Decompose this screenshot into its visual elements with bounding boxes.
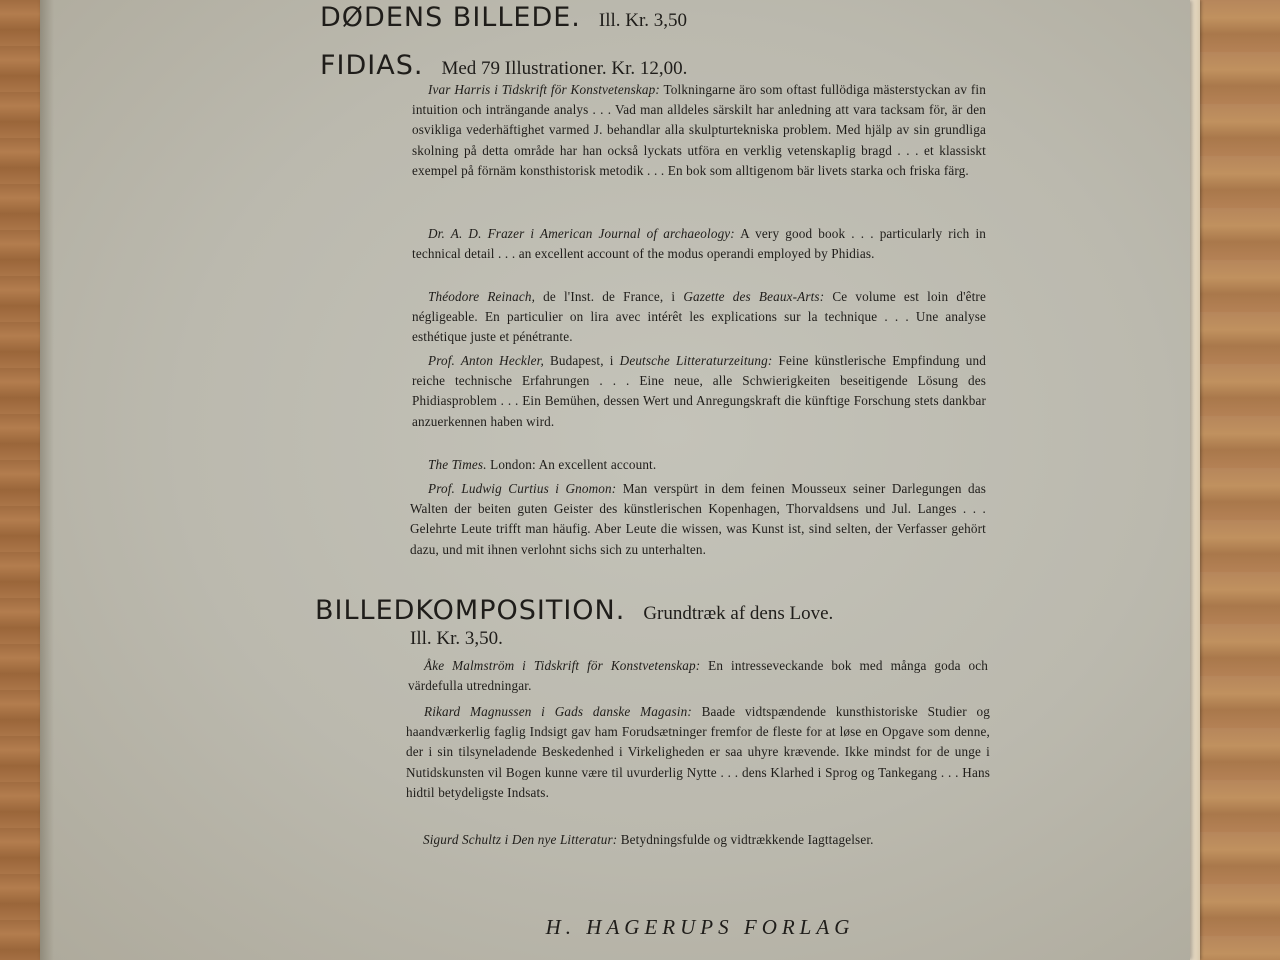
review-text: En intresseveckande bok med många goda och värdefulla utredningar. (408, 658, 988, 694)
review (412, 224, 986, 264)
book-heading-billedkomposition (315, 595, 833, 626)
book-price: Ill. Kr. 3,50. (410, 628, 503, 649)
review-text: A very good book . . . particularly rich in technical detail . . . an excellent account of the modus operandi employed by Phidias. (412, 226, 986, 262)
review (408, 656, 988, 696)
review-text: Tolkningarne äro som oftast fullödiga mästerstyckan av fin intuition och inträngande analys . . . Vad man alldeles särskilt har anledning att vara tacksam för, är den osvikliga vederhäftighet varmed J. behandlar alla skulpturtekniska problem. Med hjälp av sin grundliga skolning på detta område har han också lyckats utföra en verklig vetenskaplig bragd . . . et klassiskt exempel på förnäm konsthistorisk metodik . . . En bok som alltigenom bär livets starka och friska färg. (412, 82, 986, 178)
book-heading-fidias (320, 50, 687, 81)
review-source-journal: Gazette des Beaux-Arts: (683, 289, 825, 304)
review (412, 287, 986, 348)
review-text: Feine künstlerische Empfindung und reiche technische Erfahrungen . . . Eine neue, alle Schwierigkeiten beseitigende Lösung des Phidiasproblem . . . Ein Bemühen, dessen Wert und Anregungskraft die künftige Forschung stets dankbar anzuerkennen haben wird. (412, 353, 986, 429)
review (410, 479, 986, 560)
review-source: Rikard Magnussen i Gads danske Magasin: (424, 704, 692, 719)
review-source: The Times. (428, 457, 487, 472)
review-source-journal: Deutsche Litteraturzeitung: (619, 353, 773, 368)
review-source: Åke Malmström i Tidskrift för Konstvetenskap: (424, 658, 701, 673)
review (412, 80, 986, 181)
book-heading-dodens-billede (320, 2, 687, 33)
review-text: Betydningsfulde og vidtrækkende Iagttagelser. (620, 832, 874, 847)
book-price: Ill. Kr. 3,50 (598, 10, 688, 31)
review-text: Baade vidtspændende kunsthistoriske Studier og haandværkerlig faglig Indsigt gav ham Forudsætninger fremfor de fleste for at løse en Opgave som denne, der i sin tilsyneladende Beskedenhed i Virkeligheden er saa uhyre krævende. Ikke mindst for de unge i Nutidskunsten vil Bogen kunne være til uvurderlig Nytte . . . dens Klarhed i Sprog og Tankegang . . . Hans hidtil betydeligste Indsats. (406, 704, 991, 800)
review-text: London: An excellent account. (490, 457, 657, 472)
review-source: Ivar Harris i Tidskrift för Konstvetenskap: (428, 82, 660, 97)
book-subtitle: Grundtræk af dens Love. (643, 603, 834, 624)
review-source: Prof. Anton Heckler, (428, 353, 544, 368)
review-source: Théodore Reinach, (428, 289, 536, 304)
book-title: DØDENS BILLEDE. (320, 2, 581, 33)
review (406, 702, 990, 803)
review-source: Sigurd Schultz i Den nye Litteratur: (423, 832, 618, 847)
review-middle: Budapest, i (549, 353, 614, 368)
publisher-imprint: H. HAGERUPS FORLAG (545, 915, 855, 939)
review (412, 351, 986, 432)
review (405, 830, 992, 850)
review-source: Dr. A. D. Frazer i American Journal of archaeology: (428, 226, 735, 241)
book-title: BILLEDKOMPOSITION. (315, 595, 626, 626)
review-text: Man verspürt in dem feinen Mousseux seiner Darlegungen das Walten der beiten guten Geister des künstlerischen Kopenhagen, Thorvaldsens und Jul. Langes . . . Gelehrte Leute trifft man häufig. Aber Leute die wissen, was Kunst ist, sind selten, der Verfasser gehört dazu, und mit ihnen verlohnt sichs sich zu unterhalten. (410, 481, 986, 557)
book-title: FIDIAS. (320, 50, 424, 81)
review (412, 455, 986, 475)
review-text: Ce volume est loin d'être négligeable. En particulier on lira avec intérêt les explications sur la technique . . . Une analyse esthétique juste et pénétrante. (412, 289, 986, 345)
book-price: Med 79 Illustrationer. Kr. 12,00. (441, 58, 688, 79)
review-middle: de l'Inst. de France, i (543, 289, 676, 304)
review-source: Prof. Ludwig Curtius i Gnomon: (428, 481, 617, 496)
